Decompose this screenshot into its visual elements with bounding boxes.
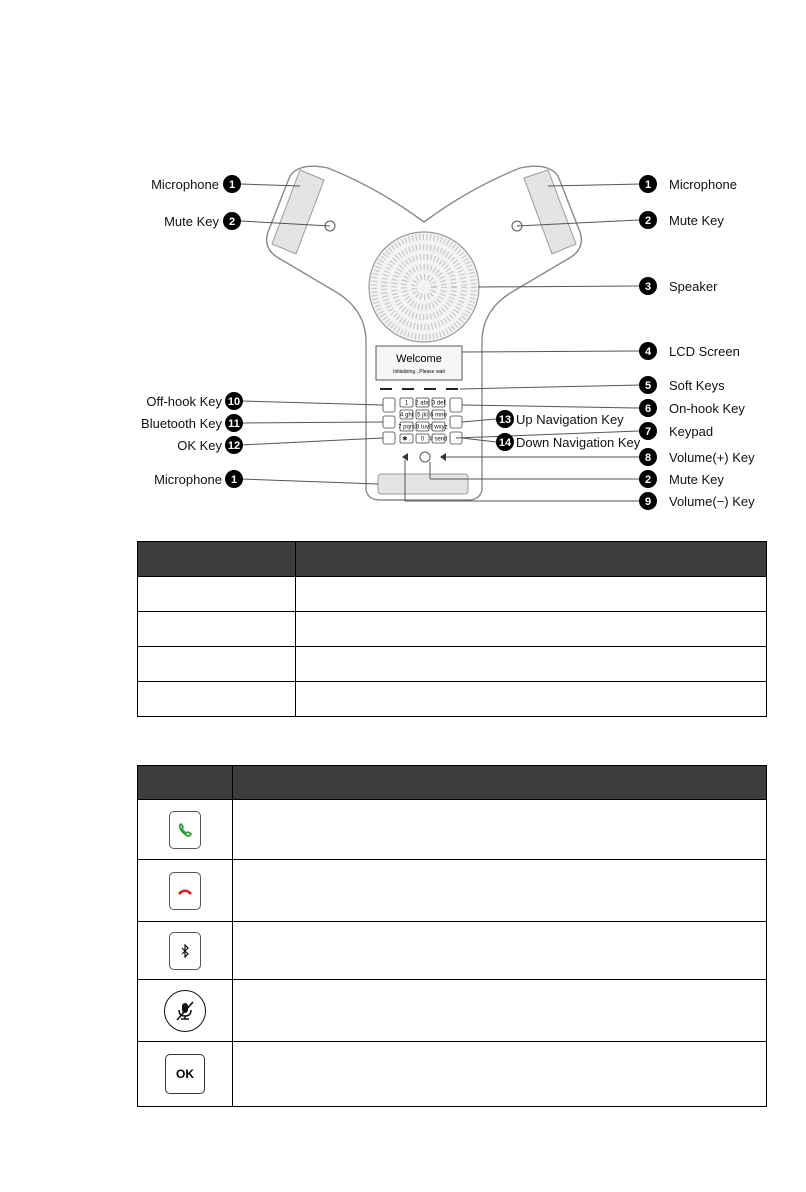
svg-text:10: 10 bbox=[227, 396, 241, 408]
keypad-key-label: # send bbox=[429, 436, 448, 443]
ok-label: OK bbox=[176, 1067, 194, 1081]
bottom-mute-key bbox=[420, 452, 430, 462]
svg-text:6: 6 bbox=[644, 403, 652, 415]
svg-text:14: 14 bbox=[498, 437, 512, 449]
callout-right-1 bbox=[639, 175, 737, 193]
callout-label: Down Navigation Key bbox=[516, 435, 641, 450]
svg-text:9: 9 bbox=[644, 496, 652, 508]
callout-right-2 bbox=[639, 211, 724, 229]
svg-text:4: 4 bbox=[644, 346, 652, 358]
keypad-key-label: 0 bbox=[420, 436, 425, 443]
callout-label: Mute Key bbox=[164, 214, 219, 229]
header-cell bbox=[138, 542, 296, 577]
off-hook-key bbox=[383, 398, 395, 412]
svg-text:2: 2 bbox=[644, 215, 652, 227]
table-1 bbox=[137, 541, 767, 717]
callout-label: Speaker bbox=[669, 279, 718, 294]
svg-text:1: 1 bbox=[230, 474, 238, 486]
table-row bbox=[138, 1042, 767, 1107]
callout-right-2b bbox=[639, 470, 724, 488]
svg-text:5: 5 bbox=[644, 380, 652, 392]
callout-label: Microphone bbox=[151, 177, 219, 192]
phone-on-hook-icon bbox=[169, 872, 201, 910]
callout-left-1 bbox=[151, 175, 241, 193]
table-row bbox=[138, 647, 767, 682]
callout-label: LCD Screen bbox=[669, 344, 740, 359]
keypad-key-label: 4 ghi bbox=[399, 412, 414, 419]
callout-label: Bluetooth Key bbox=[141, 416, 222, 431]
keypad-key-label: 7 pqrs bbox=[398, 424, 415, 431]
callout-label: Mute Key bbox=[669, 213, 724, 228]
svg-text:1: 1 bbox=[228, 179, 236, 191]
svg-text:12: 12 bbox=[227, 440, 241, 452]
keypad-key-label: 2 abc bbox=[415, 400, 430, 407]
svg-text:2: 2 bbox=[228, 216, 236, 228]
callout-label: Keypad bbox=[669, 424, 714, 439]
callout-right-3 bbox=[639, 277, 718, 295]
svg-text:2: 2 bbox=[644, 474, 652, 486]
keypad-key-label: ✱ . bbox=[402, 436, 411, 443]
keypad-key-label: 9 wxyz bbox=[429, 424, 448, 431]
table-row bbox=[138, 612, 767, 647]
lcd-line1: Welcome bbox=[396, 353, 442, 365]
table-header-row bbox=[138, 542, 767, 577]
svg-text:1: 1 bbox=[644, 179, 652, 191]
callout-label: OK Key bbox=[177, 438, 222, 453]
callout-right-8 bbox=[639, 448, 755, 466]
table-row bbox=[138, 577, 767, 612]
svg-text:7: 7 bbox=[644, 426, 652, 438]
callout-label: On-hook Key bbox=[669, 401, 745, 416]
callout-right-7 bbox=[639, 422, 713, 440]
table-header-row bbox=[138, 766, 767, 800]
svg-text:11: 11 bbox=[228, 418, 240, 430]
callout-label: Mute Key bbox=[669, 472, 724, 487]
header-cell bbox=[138, 766, 233, 800]
header-cell bbox=[233, 766, 767, 800]
phone-diagram bbox=[0, 0, 806, 520]
callout-right-5 bbox=[639, 376, 725, 394]
on-hook-key bbox=[450, 398, 462, 412]
keypad-key-label: 3 def bbox=[431, 400, 446, 407]
ok-key-icon bbox=[165, 1054, 205, 1094]
table-row bbox=[138, 800, 767, 860]
bottom-mic-grille bbox=[378, 474, 468, 494]
callout-label: Soft Keys bbox=[669, 378, 725, 393]
ok-key bbox=[383, 432, 395, 444]
callout-label: Up Navigation Key bbox=[516, 412, 624, 427]
callout-left-2 bbox=[164, 212, 241, 230]
svg-text:13: 13 bbox=[498, 414, 512, 426]
callout-middle-14 bbox=[496, 433, 641, 451]
callout-left-12 bbox=[177, 436, 243, 454]
keypad-key-label: 1 bbox=[404, 400, 409, 407]
callout-label: Volume(−) Key bbox=[669, 494, 755, 509]
table-row bbox=[138, 922, 767, 980]
header-cell bbox=[296, 542, 767, 577]
callout-label: Microphone bbox=[154, 472, 222, 487]
callout-left-10 bbox=[146, 392, 243, 410]
callout-middle-13 bbox=[496, 410, 624, 428]
bluetooth-icon bbox=[169, 932, 201, 970]
table-row bbox=[138, 860, 767, 922]
mute-icon bbox=[164, 990, 206, 1032]
callout-left-1b bbox=[154, 470, 243, 488]
table-row bbox=[138, 682, 767, 717]
callout-right-6 bbox=[639, 399, 745, 417]
keypad-key-label: 6 mno bbox=[430, 412, 447, 419]
bluetooth-key bbox=[383, 416, 395, 428]
callout-right-9 bbox=[639, 492, 755, 510]
callout-right-4 bbox=[639, 342, 740, 360]
lcd-line2: Initializing...Please wait bbox=[393, 369, 445, 375]
table-2 bbox=[137, 765, 767, 1107]
up-navigation-key bbox=[450, 416, 462, 428]
callout-label: Microphone bbox=[669, 177, 737, 192]
svg-text:8: 8 bbox=[644, 452, 652, 464]
table-row bbox=[138, 980, 767, 1042]
svg-text:3: 3 bbox=[644, 281, 652, 293]
keypad-key-label: 8 tuv bbox=[415, 424, 430, 431]
callout-label: Volume(+) Key bbox=[669, 450, 755, 465]
keypad-key-label: 5 jkl bbox=[417, 412, 428, 419]
phone-off-hook-icon bbox=[169, 811, 201, 849]
callout-label: Off-hook Key bbox=[146, 394, 222, 409]
callout-left-11 bbox=[141, 414, 243, 432]
